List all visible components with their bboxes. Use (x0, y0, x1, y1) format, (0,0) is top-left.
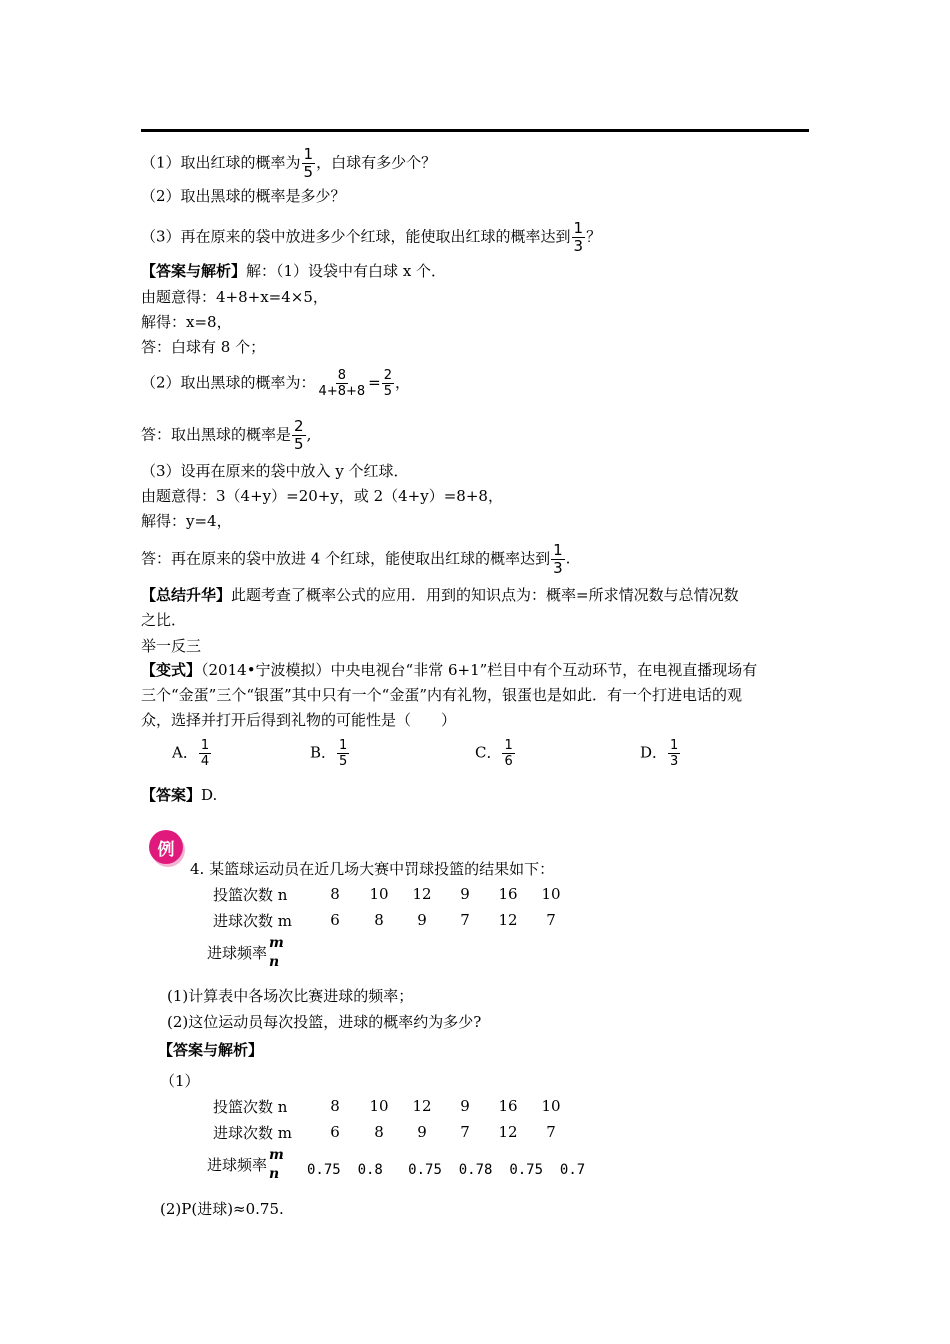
example-q2: (2)这位运动员每次投篮，进球的概率约为多少? (167, 1013, 482, 1031)
frequency-row: 进球频率 m n (207, 1147, 284, 1182)
practice-heading: 举一反三 (141, 637, 202, 655)
frequency-label: 进球频率 m n (207, 935, 284, 970)
answer-line-7: （3）设再在原来的袋中放入 y 个红球． (141, 462, 409, 480)
variant-answer: 【答案】D. (141, 786, 218, 804)
table-row: 投篮次数 n 8 10 12 9 16 10 (213, 885, 561, 904)
table-row: 投篮次数 n 8 10 12 9 16 10 (213, 1097, 561, 1116)
table-row: 进球次数 m 6 8 9 7 12 7 (213, 911, 556, 930)
answer-table (213, 1093, 573, 1145)
example-title: 4. 某篮球运动员在近几场大赛中罚球投篮的结果如下： (190, 860, 555, 878)
summary-line-1: 【总结升华】此题考查了概率公式的应用．用到的知识点为：概率=所求情况数与总情况数 (141, 586, 739, 604)
example-badge-icon: 例 (149, 830, 183, 864)
answer-line-9: 解得：y=4， (141, 512, 232, 530)
variant-line-2: 三个“金蛋”三个“银蛋”其中只有一个“金蛋”内有礼物，银蛋也是如此．有一个打进电话的观 (141, 686, 743, 704)
example-q1: (1)计算表中各场次比赛进球的频率； (167, 987, 414, 1005)
answer-line-6: 答：取出黑球的概率是 $\frac{2}{5}$ , (141, 417, 312, 453)
option-c: C． $\frac{1}{6}$ (475, 738, 513, 769)
example-final: (2)P(进球)≈0.75. (160, 1200, 284, 1218)
answer-line-1: 【答案与解析】解：（1）设袋中有白球 x 个． (141, 262, 447, 280)
frequency-values: 0.75 0.8 0.75 0.78 0.75 0.7 (307, 1162, 586, 1178)
fraction: $\frac{8}{4+8+8}$ (318, 368, 366, 399)
answer-line-3: 解得：x=8， (141, 313, 232, 331)
fraction: $\frac{2}{5}$ (294, 417, 304, 453)
question-1: （1）取出红球的概率为 $\frac{1}{5}$ ，白球有多少个？ (141, 145, 437, 181)
answer-line-10: 答：再在原来的袋中放进 4 个红球，能使取出红球的概率达到 $\frac{1}{3}$ . (141, 541, 571, 577)
option-b: B． $\frac{1}{5}$ (310, 738, 348, 769)
example-table (213, 881, 573, 933)
answer-line-5: （2）取出黑球的概率为： $\frac{8}{4+8+8}$ = $\frac{2}{5}$ ， (141, 368, 411, 399)
answer-line-4: 答：白球有 8 个； (141, 338, 266, 356)
option-a: A． $\frac{1}{4}$ (172, 738, 210, 769)
fraction: $\frac{2}{5}$ (383, 368, 393, 399)
header-rule (141, 129, 809, 132)
table-row: 进球次数 m 6 8 9 7 12 7 (213, 1123, 556, 1142)
variant-line-3: 众，选择并打开后得到礼物的可能性是（ ） (141, 711, 457, 729)
example-answer-head: 【答案与解析】 (158, 1041, 264, 1059)
question-3: （3）再在原来的袋中放进多少个红球，能使取出红球的概率达到 $\frac{1}{3}$ ？ (141, 219, 602, 255)
summary-line-2: 之比． (141, 611, 187, 629)
answer-line-8: 由题意得：3（4+y）=20+y，或 2（4+y）=8+8， (141, 487, 503, 505)
variant-line-1: 【变式】（2014•宁波模拟）中央电视台“非常 6+1”栏目中有个互动环节，在电视直播现场有 (141, 661, 758, 679)
answer-line-2: 由题意得：4+8+x=4×5， (141, 288, 328, 306)
fraction: $\frac{1}{5}$ (303, 145, 314, 181)
fraction: $\frac{1}{3}$ (573, 219, 584, 255)
fraction: $\frac{1}{3}$ (553, 541, 563, 577)
example-part-1: （1） (160, 1072, 200, 1090)
question-2: （2）取出黑球的概率是多少？ (141, 187, 346, 205)
option-d: D． $\frac{1}{3}$ (640, 738, 679, 769)
